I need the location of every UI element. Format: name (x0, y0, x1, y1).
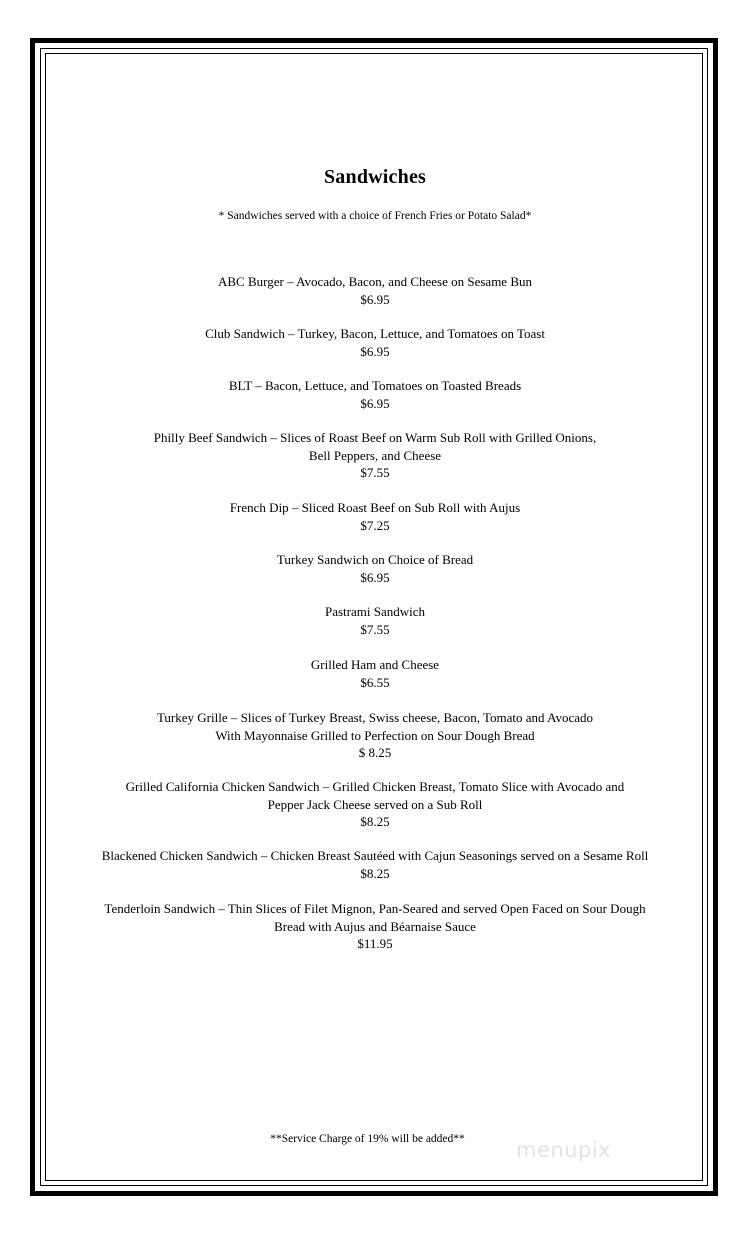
menu-section-subtitle: * Sandwiches served with a choice of French Fries or Potato Salad* (218, 210, 532, 222)
menu-item-price: $6.95 (360, 291, 390, 307)
menu-item-price: $8.25 (360, 814, 390, 829)
menu-item-description: Blackened Chicken Sandwich – Chicken Breast Sautéed with Cajun Seasonings served on a Sesame Roll (101, 848, 649, 863)
menu-item-description: ABC Burger – Avocado, Bacon, and Cheese on Sesame Bun (218, 274, 532, 289)
menu-item-price: $7.55 (360, 465, 390, 480)
menu-item (0, 551, 750, 586)
menu-item (0, 499, 750, 534)
menu-item-price: $6.95 (360, 343, 390, 359)
menu-item (0, 325, 750, 360)
menu-item-description: With Mayonnaise Grilled to Perfection on Sour Dough Bread (215, 727, 535, 743)
menu-item (0, 273, 750, 308)
menu-item-description: Turkey Grille – Slices of Turkey Breast, Swiss cheese, Bacon, Tomato and Avocado (156, 710, 594, 725)
menu-item-price: $8.25 (360, 865, 390, 881)
menu-item-price: $6.95 (360, 395, 390, 411)
menu-item (0, 900, 750, 953)
service-charge-note: **Service Charge of 19% will be added** (270, 1133, 465, 1145)
menu-item (0, 377, 750, 412)
watermark-logo: menupix (516, 1138, 612, 1162)
menu-item (0, 656, 750, 691)
menu-item-description: Bread with Aujus and Béarnaise Sauce (274, 918, 476, 934)
menu-item-price: $6.95 (360, 569, 390, 585)
menu-item-description: Turkey Sandwich on Choice of Bread (276, 552, 474, 567)
menu-item (0, 709, 750, 762)
menu-item-description: Bell Peppers, and Cheese (308, 447, 442, 463)
menu-item-price: $ 8.25 (358, 745, 392, 760)
menu-item-price: $11.95 (357, 936, 393, 951)
menu-item (0, 778, 750, 831)
menu-item-description: Grilled California Chicken Sandwich – Grilled Chicken Breast, Tomato Slice with Avocado and (125, 779, 625, 794)
menu-item-description: Philly Beef Sandwich – Slices of Roast Beef on Warm Sub Roll with Grilled Onions, (153, 430, 597, 445)
menu-item (0, 603, 750, 638)
menu-item-description: Pastrami Sandwich (324, 604, 425, 619)
menu-item (0, 429, 750, 482)
menu-item-description: Tenderloin Sandwich – Thin Slices of Filet Mignon, Pan-Seared and served Open Faced on Sour Dough (104, 901, 646, 916)
menu-item-price: $6.55 (360, 674, 390, 690)
menu-item-description: Grilled Ham and Cheese (310, 657, 440, 672)
menu-section-title: Sandwiches (323, 166, 427, 188)
menu-item-price: $7.25 (360, 517, 390, 533)
menu-item-description: Pepper Jack Cheese served on a Sub Roll (267, 796, 483, 812)
menu-item-description: BLT – Bacon, Lettuce, and Tomatoes on Toasted Breads (228, 378, 522, 393)
menu-item-description: French Dip – Sliced Roast Beef on Sub Roll with Aujus (229, 500, 521, 515)
menu-item (0, 847, 750, 882)
menu-item-price: $7.55 (360, 621, 390, 637)
menu-item-description: Club Sandwich – Turkey, Bacon, Lettuce, and Tomatoes on Toast (205, 326, 545, 341)
